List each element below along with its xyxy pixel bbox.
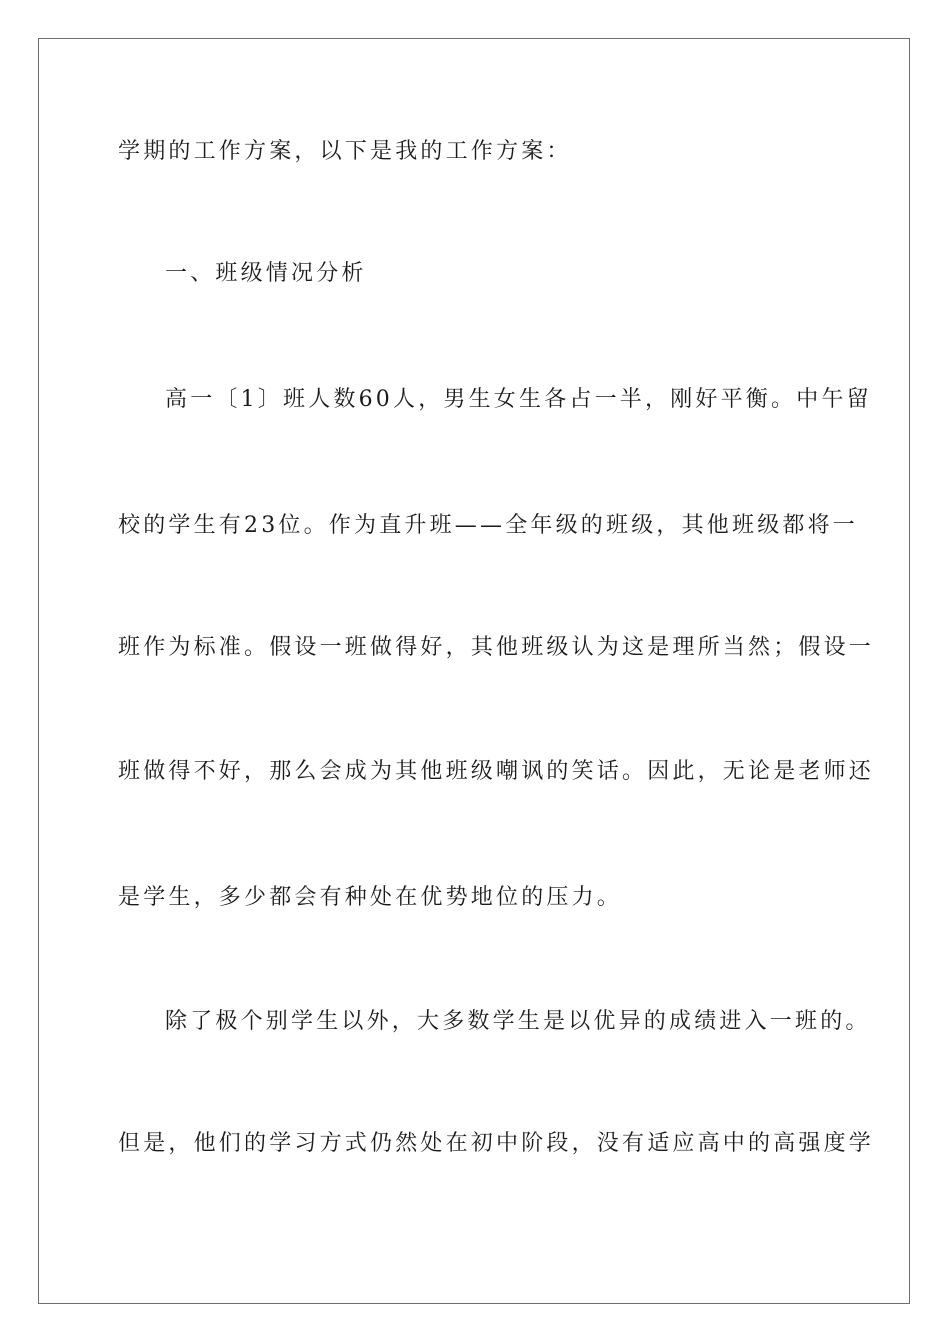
text-line-3: 高一〔1〕班人数60人，男生女生各占一半，刚好平衡。中午留	[165, 387, 872, 412]
section-heading: 一、班级情况分析	[165, 261, 367, 286]
text-line-4: 校的学生有23位。作为直升班——全年级的班级，其他班级都将一	[118, 513, 858, 538]
text-line-1: 学期的工作方案，以下是我的工作方案：	[118, 139, 572, 164]
text-line-7: 是学生，多少都会有种处在优势地位的压力。	[118, 885, 623, 910]
text-line-6: 班做得不好，那么会成为其他班级嘲讽的笑话。因此，无论是老师还	[118, 759, 875, 784]
text-line-5: 班作为标准。假设一班做得好，其他班级认为这是理所当然；假设一	[118, 635, 875, 660]
text-line-8: 除了极个别学生以外，大多数学生是以优异的成绩进入一班的。	[165, 1009, 871, 1034]
text-line-9: 但是，他们的学习方式仍然处在初中阶段，没有适应高中的高强度学	[118, 1131, 875, 1156]
page-border	[38, 38, 910, 1304]
